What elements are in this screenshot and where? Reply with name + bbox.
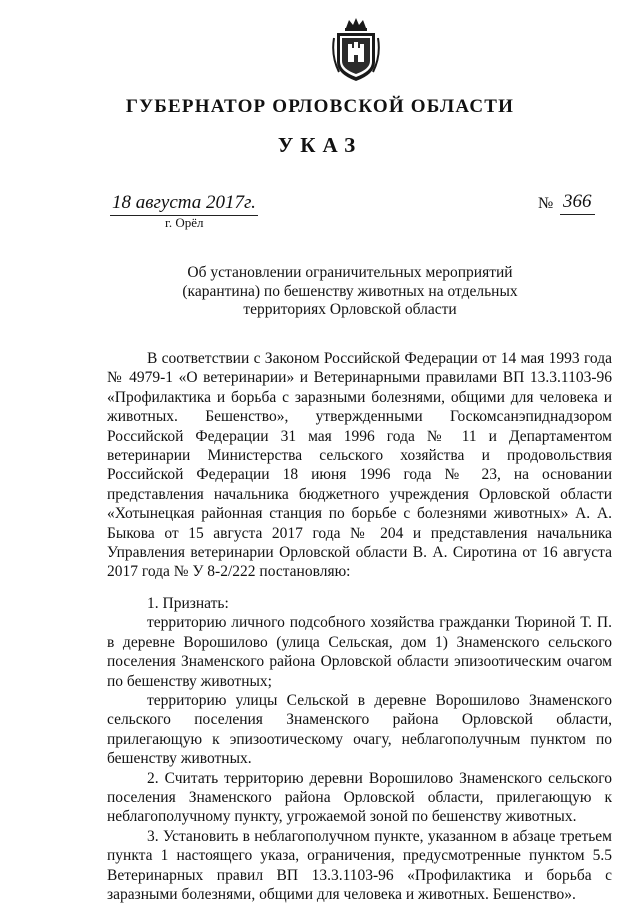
preamble-paragraph: В соответствии с Законом Российской Федерации от 14 мая 1993 года № 4979-1 «О ветеринарии» и Ветеринарными правилами ВП 13.3.1103-96 «Профилактика и борьба с заразными болезнями, общими для человека и животных. Бешенство», утвержденными Госкомсанэпиднадзором Российской Федерации 31 мая 1996 года № 11 и Департаментом ветеринарии Министерства сельского хозяйства и продовольствия Российской Федерации 18 июня 1996 года № 23, на основании представления начальника бюджетного учреждения Орловской области «Хотынецкая районная станция по борьбе с болезнями животных» А. А. Быкова от 15 августа 2017 года № 204 и представления начальника Управления ветеринарии Орловской области В. А. Сиротина от 16 августа 2017 года № У 8-2/222 постановляю: — [107, 350, 612, 581]
document-body — [107, 349, 612, 904]
coat-of-arms-icon — [331, 18, 381, 82]
item-1-heading: 1. Признать: — [147, 594, 229, 612]
title-line-2: (карантина) по бешенству животных на отдельных — [182, 282, 518, 300]
item-2-paragraph: 2. Считать территорию деревни Ворошилово Знаменского сельского поселения Знаменского района Орловской области, прилегающую к неблагополучному пункту, угрожаемой зоной по бешенству животных. — [107, 769, 612, 826]
document-city: г. Орёл — [165, 215, 204, 230]
item-1-paragraph-b: территорию улицы Сельской в деревне Ворошилово Знаменского сельского поселения Знаменского района Орловской области, прилегающую к эпизоотическому очагу, неблагополучным пунктом по бешенству животных. — [107, 691, 612, 768]
item-3-paragraph: 3. Установить в неблагополучном пункте, указанном в абзаце третьем пункта 1 настоящего указа, ограничения, предусмотренные пунктом 5.5 Ветеринарных правил ВП 13.3.1103-96 «Профилактика и борьба с заразными болезнями, общими для человека и животных. Бешенство». — [107, 827, 612, 903]
document-number-label: № — [538, 195, 554, 212]
document-number: 366 — [560, 191, 595, 215]
issuer-heading: ГУБЕРНАТОР ОРЛОВСКОЙ ОБЛАСТИ — [125, 96, 515, 117]
item-1-paragraph-a: территорию личного подсобного хозяйства гражданки Тюриной Т. П. в деревне Ворошилово (улица Сельская, дом 1) Знаменского сельского поселения Знаменского района Орловской области эпизоотическим очагом по бешенству животных; — [107, 614, 612, 690]
document-type-heading: УКАЗ — [277, 133, 363, 157]
title-line-3: территориях Орловской области — [243, 301, 457, 318]
title-line-1: Об установлении ограничительных мероприятий — [187, 264, 513, 281]
document-title — [150, 264, 550, 320]
document-date: 18 августа 2017г. — [110, 192, 258, 216]
